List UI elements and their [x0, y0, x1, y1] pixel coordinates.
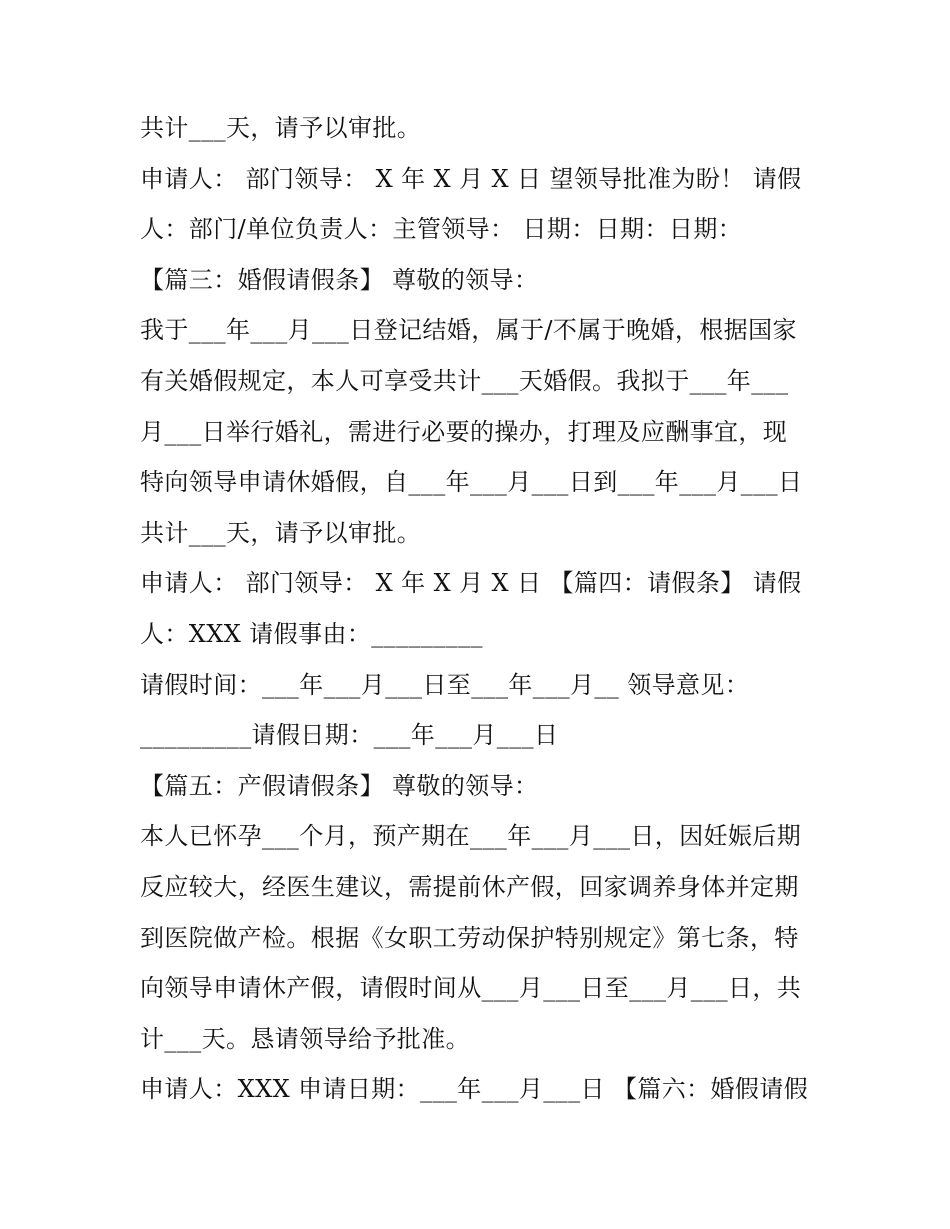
text-line: 共计___天，请予以审批。 [140, 518, 422, 547]
text-line: 人：部门/单位负责人：主管领导： 日期：日期：日期： [140, 215, 743, 244]
text-line: 特向领导申请休婚假，自___年___月___日到___年___月___日 [140, 468, 803, 497]
text-line: _________请假日期：___年___月___日 [140, 721, 559, 750]
text-line: 月___日举行婚礼，需进行必要的操办，打理及应酬事宜，现 [140, 417, 788, 446]
text-line: 反应较大，经医生建议，需提前休产假，回家调养身体并定期 [140, 872, 799, 901]
text-line: 请假时间：___年___月___日至___年___月__ 领导意见： [140, 670, 750, 699]
text-line: 申请人：XXX 申请日期：___年___月___日 【篇六：婚假请假 [140, 1075, 809, 1104]
text-line: 本人已怀孕___个月，预产期在___年___月___日，因妊娠后期 [140, 822, 802, 851]
text-line: 共计___天，请予以审批。 [140, 114, 422, 142]
text-line: 我于___年___月___日登记结婚，属于/不属于晚婚，根据国家 [140, 316, 797, 345]
text-line: 计___天。恳请领导给予批准。 [140, 1024, 470, 1053]
document-body [140, 103, 820, 1115]
section-heading: 【篇五：产假请假条】 尊敬的领导： [140, 771, 539, 800]
text-line: 到医院做产检。根据《女职工劳动保护特别规定》第七条，特 [140, 923, 799, 952]
text-line: 人：XXX 请假事由：_________ [140, 619, 483, 648]
text-line: 有关婚假规定，本人可享受共计___天婚假。我拟于___年___ [140, 366, 789, 395]
text-line: 向领导申请休产假，请假时间从___月___日至___月___日，共 [140, 974, 802, 1003]
text-line: 申请人： 部门领导： X 年 X 月 X 日 望领导批准为盼！ 请假 [140, 164, 802, 193]
section-heading: 【篇三：婚假请假条】 尊敬的领导： [140, 265, 539, 294]
text-line: 申请人： 部门领导： X 年 X 月 X 日 【篇四：请假条】 请假 [140, 569, 802, 598]
